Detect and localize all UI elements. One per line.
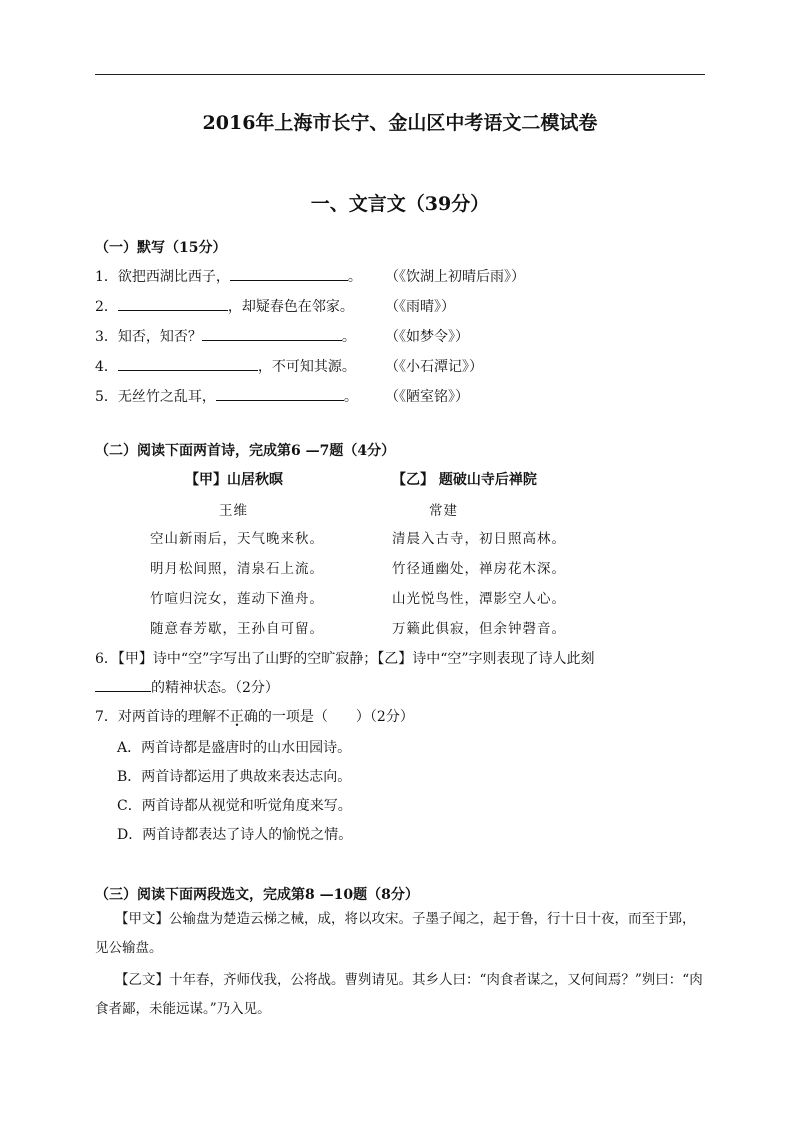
fill-item-3: 3．知否，知否？ 。 [95, 326, 356, 346]
poem-a-line: 空山新雨后，天气晚来秋。 [150, 531, 324, 547]
poem-b-line: 清晨入古寺，初日照高林。 [392, 531, 566, 547]
question-6-line1: 6．【甲】诗中“空”字写出了山野的空旷寂静；【乙】诗中“空”字则表现了诗人此刻 [95, 651, 595, 667]
answer-blank [216, 386, 344, 401]
question-7: 7．对两首诗的理解不正确的一项是（ ）（2分） [95, 709, 414, 725]
answer-blank [95, 677, 151, 692]
answer-blank [202, 326, 342, 341]
fill-item-1: 1．欲把西湖比西子， 。 [95, 266, 362, 286]
part1-heading: （一）默写（15分） [95, 240, 227, 256]
option-b: B．两首诗都运用了典故来表达志向。 [117, 769, 352, 785]
page-title: 2016年上海市长宁、金山区中考语文二模试卷 [202, 112, 598, 134]
source-2: （《雨晴》） [385, 299, 455, 315]
poem-b-title: 【乙】 题破山寺后禅院 [392, 472, 537, 488]
option-a: A．两首诗都是盛唐时的山水田园诗。 [117, 740, 352, 756]
source-5: （《陋室铭》） [385, 389, 469, 405]
poem-b-line: 万籁此俱寂，但余钟磬音。 [392, 621, 566, 637]
fill-item-5: 5．无丝竹之乱耳， 。 [95, 386, 358, 406]
part3-heading: （三）阅读下面两段选文，完成第8 —10题（8分） [95, 887, 419, 903]
option-c: C．两首诗都从视觉和听觉角度来写。 [117, 798, 352, 814]
emphasis-text: 不正确 [215, 709, 258, 725]
part2-heading: （二）阅读下面两首诗，完成第6 —7题（4分） [95, 443, 396, 459]
poem-b-author: 常建 [429, 503, 458, 519]
poem-a-line: 随意春芳歇，王孙自可留。 [150, 621, 324, 637]
poem-a-title: 【甲】山居秋暝 [185, 472, 283, 488]
poem-b-line: 竹径通幽处，禅房花木深。 [392, 561, 566, 577]
fill-item-2: 2． ，却疑春色在邻家。 [95, 296, 354, 316]
answer-blank [118, 356, 258, 371]
poem-a-line: 竹喧归浣女，莲动下渔舟。 [150, 591, 324, 607]
option-d: D．两首诗都表达了诗人的愉悦之情。 [117, 827, 353, 843]
answer-blank [230, 266, 348, 281]
passage-a: 【甲文】公输盘为楚造云梯之械，成，将以攻宋。子墨子闻之，起于鲁，行十日十夜，而至于郢，见公输盘。 [95, 911, 696, 956]
answer-blank [118, 296, 228, 311]
source-3: （《如梦令》） [385, 329, 469, 345]
poem-a-author: 王维 [219, 503, 248, 519]
poem-b-line: 山光悦鸟性，潭影空人心。 [392, 591, 566, 607]
section-title: 一、文言文（39分） [310, 193, 490, 215]
fill-item-4: 4． ，不可知其源。 [95, 356, 356, 376]
source-4: （《小石潭记》） [385, 359, 483, 375]
question-6-line2: 的精神状态。（2分） [95, 677, 279, 697]
top-rule [95, 74, 705, 75]
passage-b: 【乙文】十年春，齐师伐我，公将战。曹刿请见。其乡人曰：“肉食者谋之，又何间焉？”刿曰：“肉食者鄙，未能远谋。”乃入见。 [95, 972, 703, 1017]
poem-a-line: 明月松间照，清泉石上流。 [150, 561, 324, 577]
source-1: （《饮湖上初晴后雨》） [385, 269, 525, 285]
